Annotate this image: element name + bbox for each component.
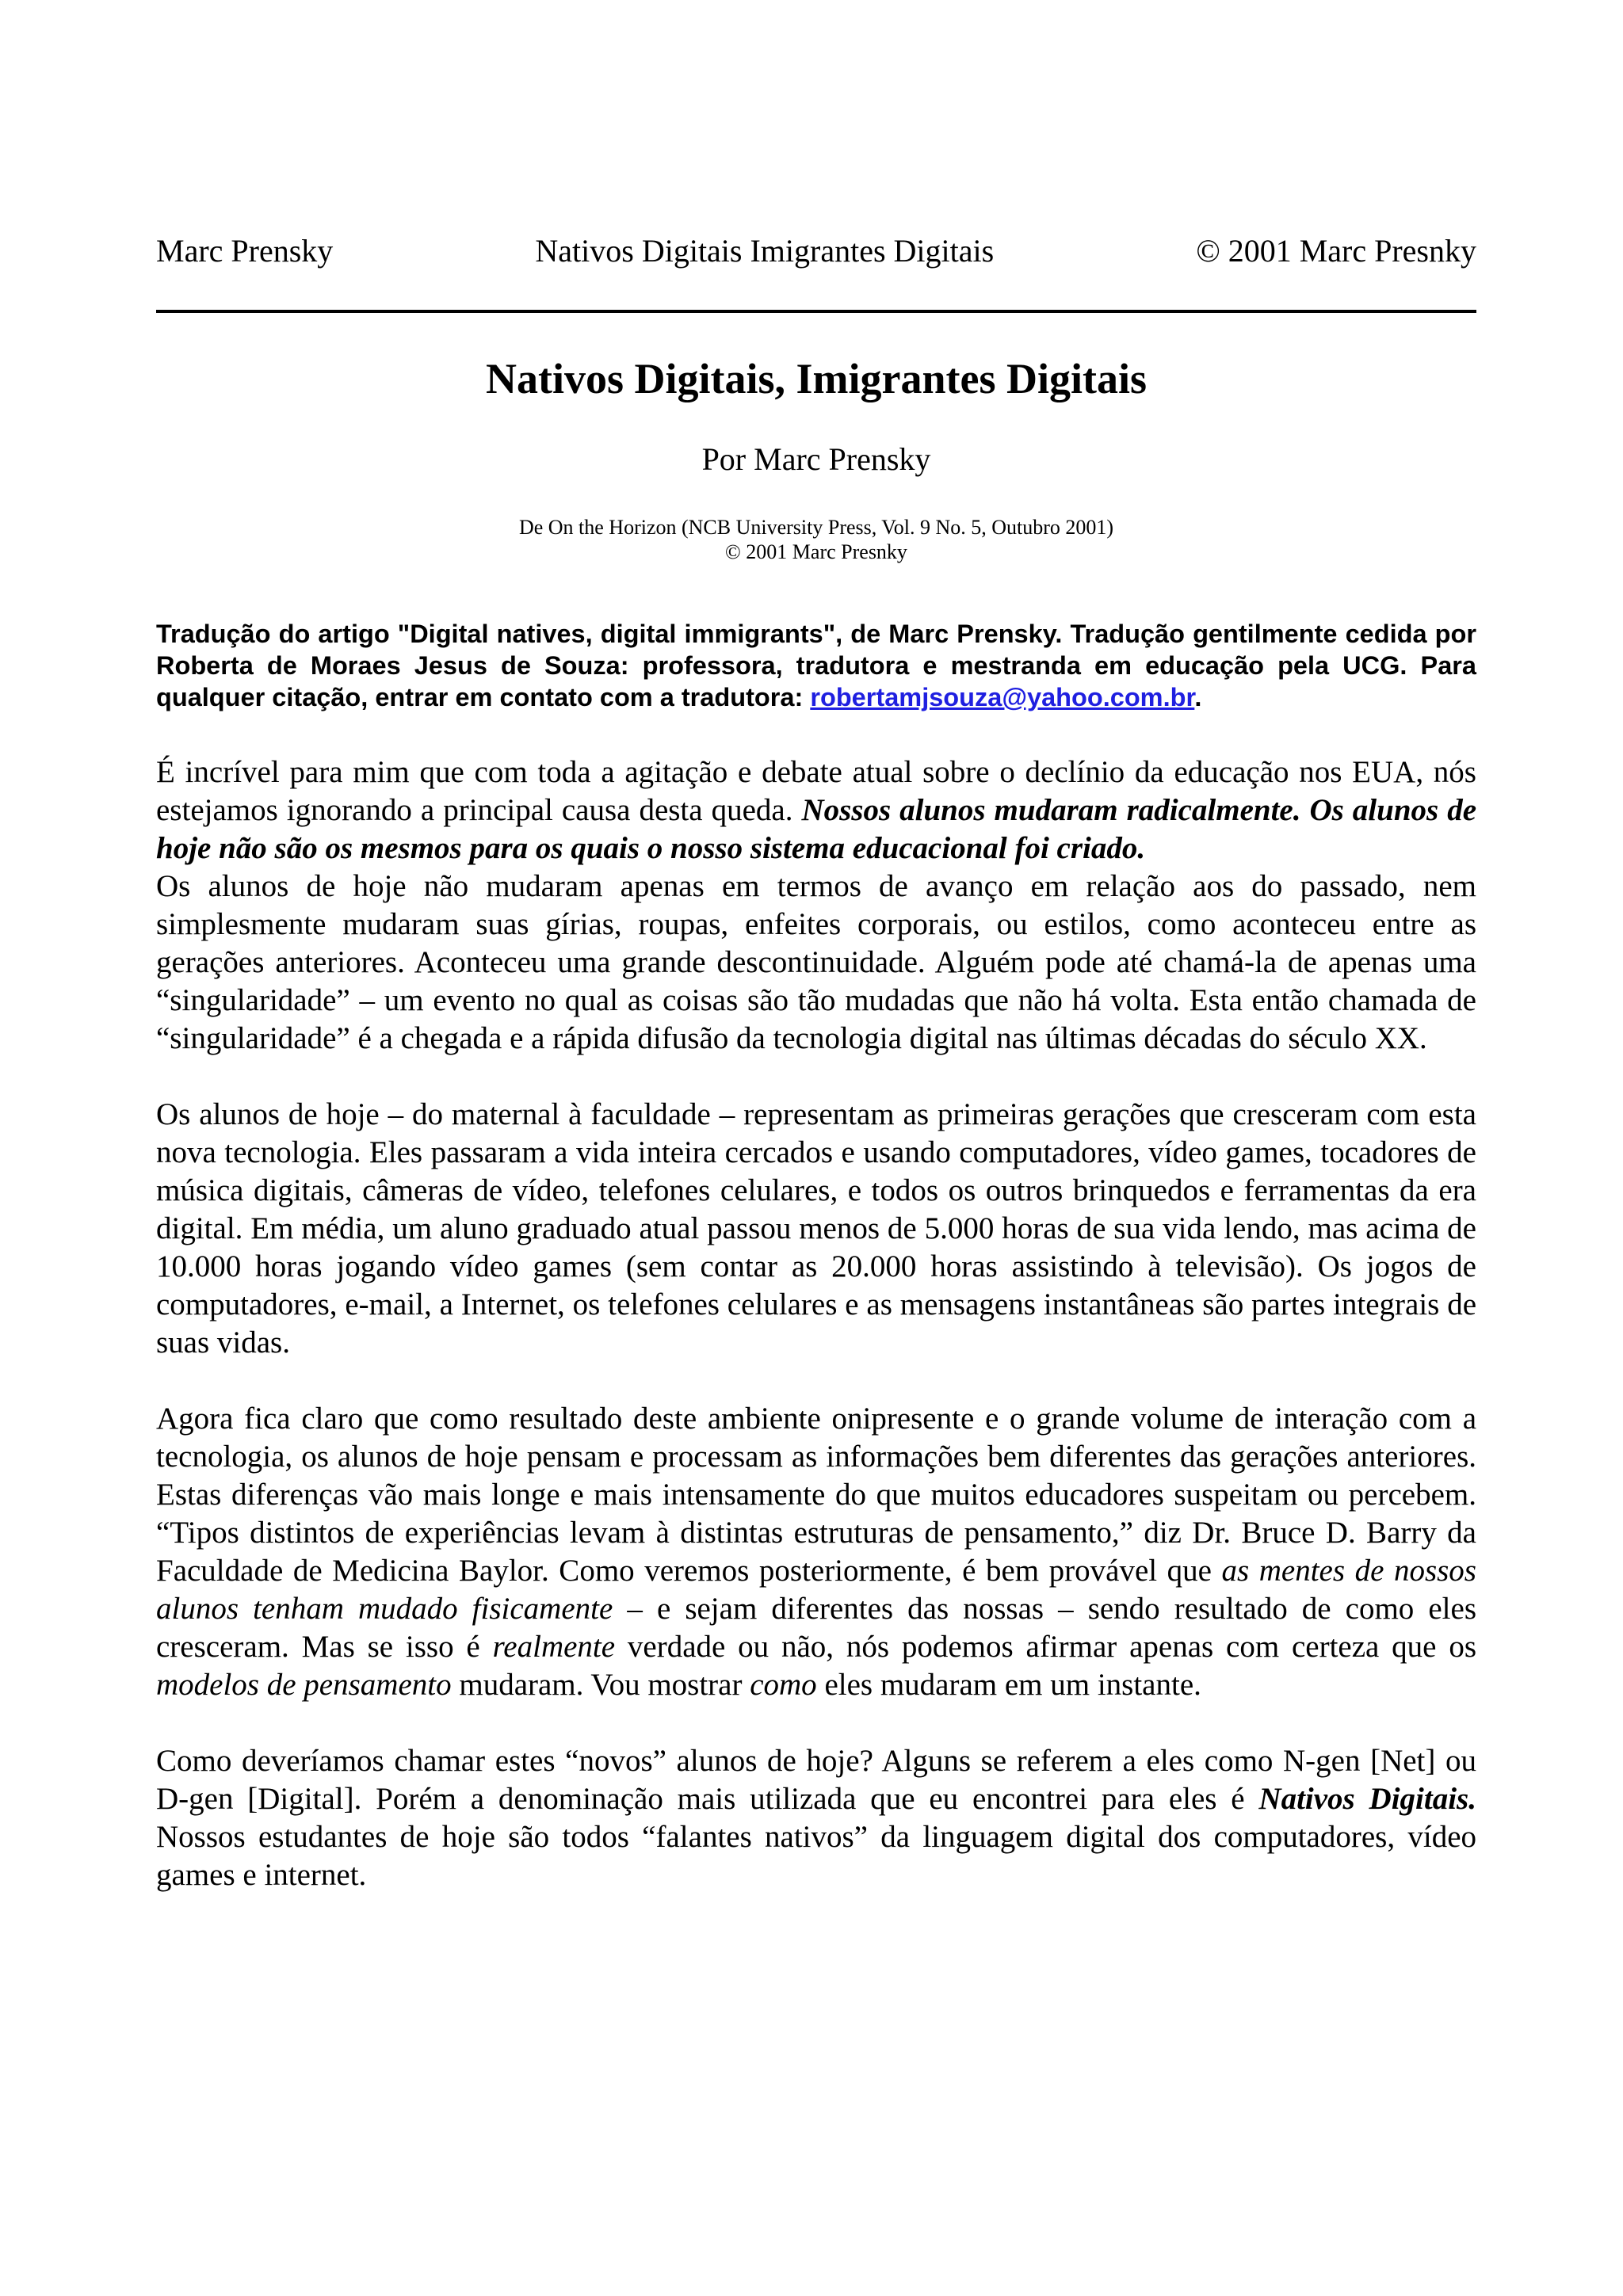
article-source xyxy=(156,515,1476,564)
header-title: Nativos Digitais Imigrantes Digitais xyxy=(535,233,995,269)
paragraph-4-italic-d: realmente xyxy=(492,1630,616,1664)
header-author: Marc Prensky xyxy=(156,233,334,269)
page-header xyxy=(156,231,1476,271)
paragraph-4 xyxy=(156,1400,1476,1704)
article-byline: Por Marc Prensky xyxy=(701,441,931,477)
paragraph-4-text-i: eles mudaram em um instante. xyxy=(816,1668,1201,1702)
paragraph-5-text-a: Como deveríamos chamar estes “novos” alunos de hoje? Alguns se referem a eles como N-gen [Net] ou D-gen [Digital]. Porém a denominação mais utilizada que eu encontrei para eles é xyxy=(156,1744,1476,1816)
translation-note-end: . xyxy=(1194,683,1202,711)
paragraph-4-text-c: – e sejam diferentes das nossas – sendo resultado de como eles cresceram. Mas se isso é xyxy=(156,1592,1476,1664)
paragraph-2: Os alunos de hoje não mudaram apenas em termos de avanço em relação aos do passado, nem simplesmente mudaram suas gírias, roupas, enfeites corporais, ou estilos, como aconteceu entre as gerações anteriores. Aconteceu uma grande descontinuidade. Alguém pode até chamá-la de apenas uma “singularidade” – um evento no qual as coisas são tão mudadas que não há volta. Esta então chamada de “singularidade” é a chegada e a rápida difusão da tecnologia digital nas últimas décadas do século XX. xyxy=(156,869,1476,1055)
paragraph-5-emphasis: Nativos Digitais. xyxy=(1258,1782,1476,1816)
paragraph-4-italic-h: como xyxy=(750,1668,817,1702)
paragraph-5 xyxy=(156,1742,1476,1894)
paragraph-3: Os alunos de hoje – do maternal à faculdade – representam as primeiras gerações que cresceram com esta nova tecnologia. Eles passaram a vida inteira cercados e usando computadores, vídeo games, tocadores de música digitais, câmeras de vídeo, telefones celulares, e todos os outros brinquedos e ferramentas da era digital. Em média, um aluno graduado atual passou menos de 5.000 horas de sua vida lendo, mas acima de 10.000 horas jogando vídeo games (sem contar as 20.000 horas assistindo à televisão). Os jogos de computadores, e-mail, a Internet, os telefones celulares e as mensagens instantâneas são partes integrais de suas vidas. xyxy=(156,1097,1476,1360)
paragraph-4-text-e: verdade ou não, nós podemos afirmar apenas com certeza que os xyxy=(615,1630,1476,1664)
source-copyright: © 2001 Marc Presnky xyxy=(725,540,907,563)
source-citation: De On the Horizon (NCB University Press, Vol. 9 No. 5, Outubro 2001) xyxy=(518,516,1114,539)
paragraph-4-italic-f: modelos de pensamento xyxy=(156,1668,452,1702)
translation-note-text: Tradução do artigo "Digital natives, digital immigrants", de Marc Prensky. Tradução gentilmente cedida por Roberta de Moraes Jesus de Souza: professora, tradutora e mestranda em educação pela UCG. Para qualquer citação, entrar em contato com a tradutora: xyxy=(156,620,1476,711)
paragraph-1-text: É incrível para mim que com toda a agitação e debate atual sobre o declínio da educação nos EUA, nós estejamos ignorando a principal causa desta queda. xyxy=(156,755,1476,827)
paragraph-1-emphasis: Nossos alunos mudaram radicalmente. Os alunos de hoje não são os mesmos para os quais o nosso sistema educacional foi criado. xyxy=(156,793,1476,865)
paragraph-5-text-c: Nossos estudantes de hoje são todos “falantes nativos” da linguagem digital dos computadores, vídeo games e internet. xyxy=(156,1820,1476,1892)
paragraph-1 xyxy=(156,753,1476,868)
paragraph-4-text-g: mudaram. Vou mostrar xyxy=(451,1668,750,1702)
translation-note xyxy=(156,618,1476,713)
paragraph-4-text-a: Agora fica claro que como resultado deste ambiente onipresente e o grande volume de interação com a tecnologia, os alunos de hoje pensam e processam as informações bem diferentes das gerações anteriores. Estas diferenças vão mais longe e mais intensamente do que muitos educadores suspeitam ou percebem. “Tipos distintos de experiências levam à distintas estruturas de pensamento,” diz Dr. Bruce D. Barry da Faculdade de Medicina Baylor. Como veremos posteriormente, é bem provável que xyxy=(156,1402,1476,1588)
article-body xyxy=(156,753,1476,1932)
article-title: Nativos Digitais, Imigrantes Digitais xyxy=(486,355,1147,402)
header-copyright: © 2001 Marc Presnky xyxy=(1196,233,1476,269)
paragraph-4-italic-b: as mentes de nossos alunos tenham mudado fisicamente xyxy=(156,1554,1476,1626)
translator-email-link[interactable]: robertamjsouza@yahoo.com.br xyxy=(810,683,1195,711)
header-divider xyxy=(156,310,1476,313)
